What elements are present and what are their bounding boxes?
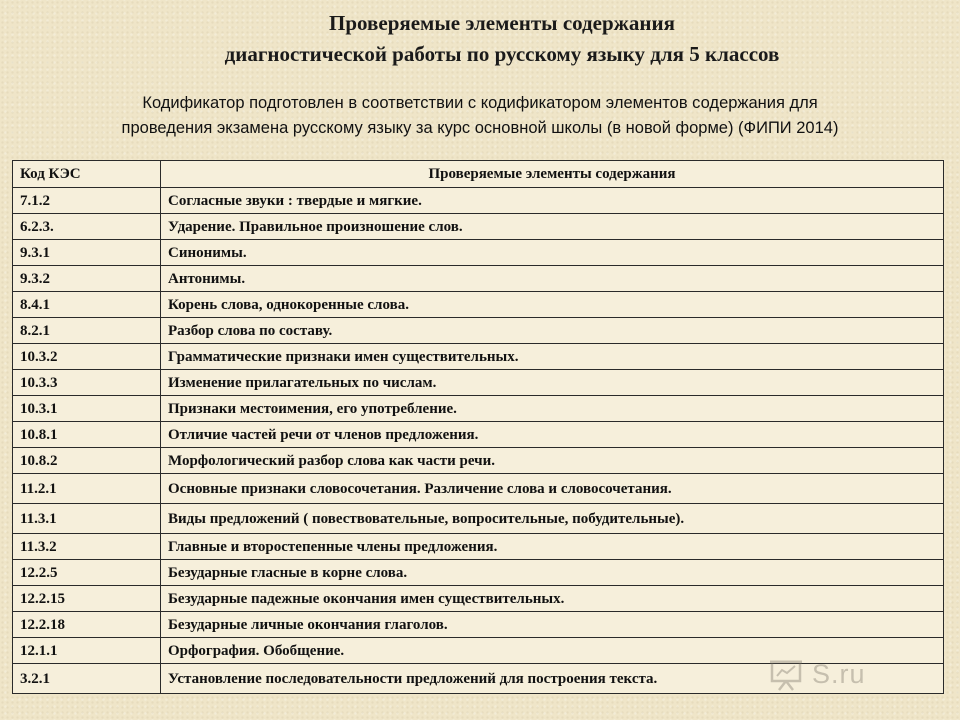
row-code: 11.2.1 [13, 474, 161, 504]
page-title-line-2: диагностической работы по русскому языку для 5 классов [224, 42, 780, 66]
watermark-logo [768, 654, 948, 694]
row-code: 12.1.1 [13, 638, 161, 664]
table-row [13, 448, 944, 474]
row-text: Безударные личные окончания глаголов. [161, 612, 944, 638]
table-row [13, 560, 944, 586]
row-text: Отличие частей речи от членов предложения. [161, 422, 944, 448]
table-row [13, 292, 944, 318]
content-elements-table [12, 160, 944, 694]
table-row [13, 344, 944, 370]
row-text: Изменение прилагательных по числам. [161, 370, 944, 396]
row-code: 3.2.1 [13, 664, 161, 694]
table-row [13, 422, 944, 448]
row-code: 10.3.1 [13, 396, 161, 422]
row-text: Виды предложений ( повествовательные, вопросительные, побудительные). [161, 504, 944, 534]
row-code: 11.3.2 [13, 534, 161, 560]
row-code: 6.2.3. [13, 214, 161, 240]
column-header-code: Код КЭС [13, 161, 161, 188]
table-header-row [13, 161, 944, 188]
page-title-line-1: Проверяемые элементы содержания [329, 11, 675, 35]
row-text: Основные признаки словосочетания. Различение слова и словосочетания. [161, 474, 944, 504]
table-row [13, 240, 944, 266]
table-row [13, 370, 944, 396]
row-code: 7.1.2 [13, 188, 161, 214]
row-code: 8.2.1 [13, 318, 161, 344]
row-code: 12.2.5 [13, 560, 161, 586]
table-row [13, 266, 944, 292]
table-row [13, 586, 944, 612]
row-code: 12.2.15 [13, 586, 161, 612]
table-row [13, 474, 944, 504]
row-text: Антонимы. [161, 266, 944, 292]
row-code: 10.8.1 [13, 422, 161, 448]
column-header-elements: Проверяемые элементы содержания [161, 161, 944, 188]
table-row [13, 504, 944, 534]
row-text: Безударные падежные окончания имен существительных. [161, 586, 944, 612]
row-text: Главные и второстепенные члены предложения. [161, 534, 944, 560]
subtitle-line-1: Кодификатор подготовлен в соответствии с кодификатором элементов содержания для [142, 94, 818, 112]
row-text: Признаки местоимения, его употребление. [161, 396, 944, 422]
row-text: Грамматические признаки имен существительных. [161, 344, 944, 370]
watermark-text: Ѕ.ru [812, 658, 866, 689]
row-code: 9.3.2 [13, 266, 161, 292]
row-text: Морфологический разбор слова как части речи. [161, 448, 944, 474]
row-text: Ударение. Правильное произношение слов. [161, 214, 944, 240]
row-text: Разбор слова по составу. [161, 318, 944, 344]
table-row [13, 318, 944, 344]
table-row [13, 396, 944, 422]
row-code: 10.8.2 [13, 448, 161, 474]
row-text: Корень слова, однокоренные слова. [161, 292, 944, 318]
subtitle-line-2: проведения экзамена русскому языку за курс основной школы (в новой форме) (ФИПИ 2014) [121, 119, 839, 137]
row-text: Безударные гласные в корне слова. [161, 560, 944, 586]
table-row [13, 214, 944, 240]
table-row [13, 612, 944, 638]
row-code: 12.2.18 [13, 612, 161, 638]
table-row [13, 188, 944, 214]
row-code: 8.4.1 [13, 292, 161, 318]
row-code: 10.3.2 [13, 344, 161, 370]
row-text: Орфография. Обобщение. [161, 638, 944, 664]
presentation-icon [768, 656, 804, 692]
row-code: 10.3.3 [13, 370, 161, 396]
table-row [13, 534, 944, 560]
row-text: Синонимы. [161, 240, 944, 266]
row-code: 11.3.1 [13, 504, 161, 534]
row-text: Установление последовательности предложений для построения текста. [161, 664, 944, 694]
row-text: Согласные звуки : твердые и мягкие. [161, 188, 944, 214]
row-code: 9.3.1 [13, 240, 161, 266]
